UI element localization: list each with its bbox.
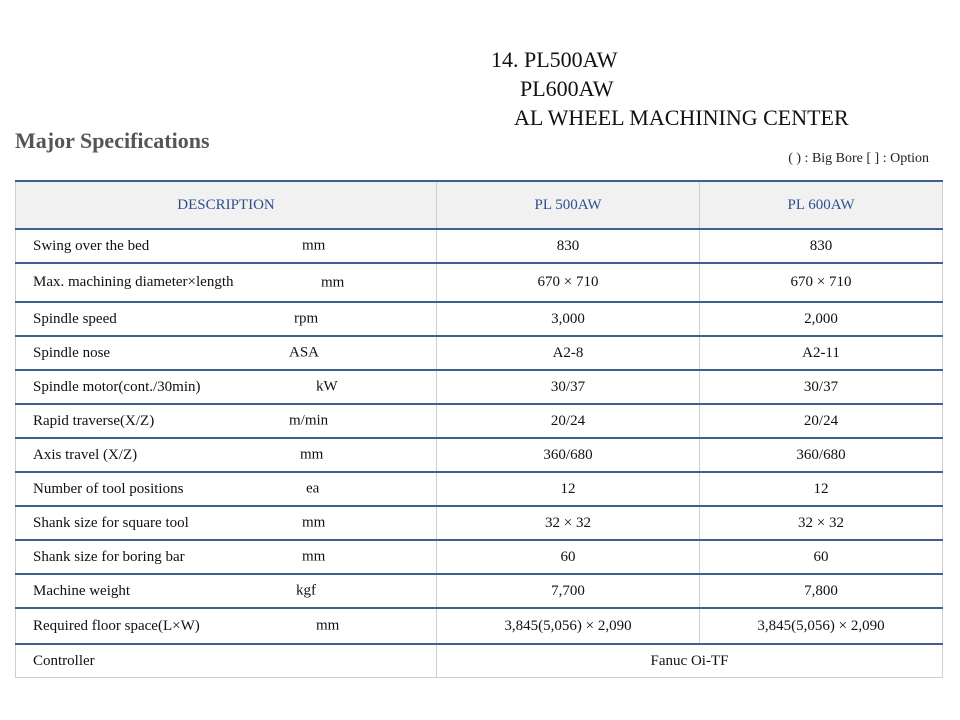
- description-text: Shank size for boring bar: [33, 548, 185, 565]
- row-description: [16, 472, 437, 506]
- header-description: DESCRIPTION: [16, 181, 437, 229]
- pl500aw-value: 30/37: [437, 370, 700, 404]
- table-row: [16, 540, 943, 574]
- table-row: [16, 608, 943, 644]
- pl600aw-value: 20/24: [700, 404, 943, 438]
- pl600aw-value: 670 × 710: [700, 263, 943, 302]
- row-description: [16, 574, 437, 608]
- description-text: Spindle speed: [33, 310, 117, 327]
- unit-text: m/min: [289, 412, 329, 429]
- unit-text: ASA: [289, 344, 320, 361]
- pl600aw-value: 32 × 32: [700, 506, 943, 540]
- row-description: [16, 540, 437, 574]
- unit-text: kgf: [296, 582, 316, 599]
- table-row: [16, 302, 943, 336]
- title-line-1: 14. PL500AW: [491, 47, 618, 72]
- description-text: Max. machining diameter×length: [33, 274, 234, 290]
- pl600aw-value: 2,000: [700, 302, 943, 336]
- table-row: [16, 336, 943, 370]
- pl600aw-value: 3,845(5,056) × 2,090: [700, 608, 943, 644]
- spec-table: [15, 180, 943, 678]
- table-row-controller: [16, 644, 943, 678]
- header-pl600aw: PL 600AW: [700, 181, 943, 229]
- row-description: [16, 608, 437, 644]
- unit-text: kW: [316, 378, 338, 395]
- table-row: [16, 404, 943, 438]
- pl600aw-value: 7,800: [700, 574, 943, 608]
- pl500aw-value: 670 × 710: [437, 263, 700, 302]
- pl600aw-value: A2-11: [700, 336, 943, 370]
- header-pl500aw: PL 500AW: [437, 181, 700, 229]
- controller-label: Controller: [16, 644, 437, 678]
- unit-text: mm: [321, 274, 345, 290]
- description-text: Number of tool positions: [33, 480, 184, 497]
- description-text: Axis travel (X/Z): [33, 446, 138, 463]
- pl600aw-value: 830: [700, 229, 943, 263]
- section-heading: Major Specifications: [15, 128, 210, 153]
- title-line-3: AL WHEEL MACHINING CENTER: [514, 105, 849, 130]
- unit-text: mm: [302, 237, 326, 254]
- pl500aw-value: 20/24: [437, 404, 700, 438]
- unit-text: rpm: [294, 310, 319, 327]
- row-description: [16, 370, 437, 404]
- table-row: [16, 229, 943, 263]
- table-row: [16, 472, 943, 506]
- pl500aw-value: 7,700: [437, 574, 700, 608]
- description-text: Shank size for square tool: [33, 514, 189, 531]
- description-text: Spindle motor(cont./30min): [33, 378, 201, 395]
- pl500aw-value: 32 × 32: [437, 506, 700, 540]
- pl600aw-value: 12: [700, 472, 943, 506]
- description-text: Rapid traverse(X/Z): [33, 412, 155, 429]
- pl500aw-value: 12: [437, 472, 700, 506]
- unit-text: mm: [302, 548, 326, 565]
- unit-text: mm: [302, 514, 326, 531]
- row-description: [16, 404, 437, 438]
- description-text: Swing over the bed: [33, 237, 150, 254]
- description-text: Required floor space(L×W): [33, 617, 200, 634]
- row-description: [16, 263, 437, 302]
- pl600aw-value: 30/37: [700, 370, 943, 404]
- table-row: [16, 506, 943, 540]
- table-row: [16, 574, 943, 608]
- legend-note: ( ) : Big Bore [ ] : Option: [788, 151, 929, 166]
- controller-value: Fanuc Oi-TF: [437, 644, 943, 678]
- row-description: [16, 336, 437, 370]
- unit-text: mm: [316, 617, 340, 634]
- table-row: [16, 263, 943, 302]
- pl500aw-value: 360/680: [437, 438, 700, 472]
- row-description: [16, 438, 437, 472]
- unit-text: mm: [300, 446, 324, 463]
- unit-text: ea: [306, 480, 320, 497]
- table-row: [16, 438, 943, 472]
- pl500aw-value: 60: [437, 540, 700, 574]
- description-text: Machine weight: [33, 582, 131, 599]
- pl500aw-value: 830: [437, 229, 700, 263]
- row-description: [16, 229, 437, 263]
- description-text: Spindle nose: [33, 344, 111, 361]
- title-line-2: PL600AW: [520, 76, 614, 101]
- row-description: [16, 302, 437, 336]
- row-description: [16, 506, 437, 540]
- table-header-row: [16, 181, 943, 229]
- pl600aw-value: 60: [700, 540, 943, 574]
- pl500aw-value: 3,000: [437, 302, 700, 336]
- pl500aw-value: 3,845(5,056) × 2,090: [437, 608, 700, 644]
- pl600aw-value: 360/680: [700, 438, 943, 472]
- pl500aw-value: A2-8: [437, 336, 700, 370]
- spec-table-body: [16, 229, 943, 678]
- table-row: [16, 370, 943, 404]
